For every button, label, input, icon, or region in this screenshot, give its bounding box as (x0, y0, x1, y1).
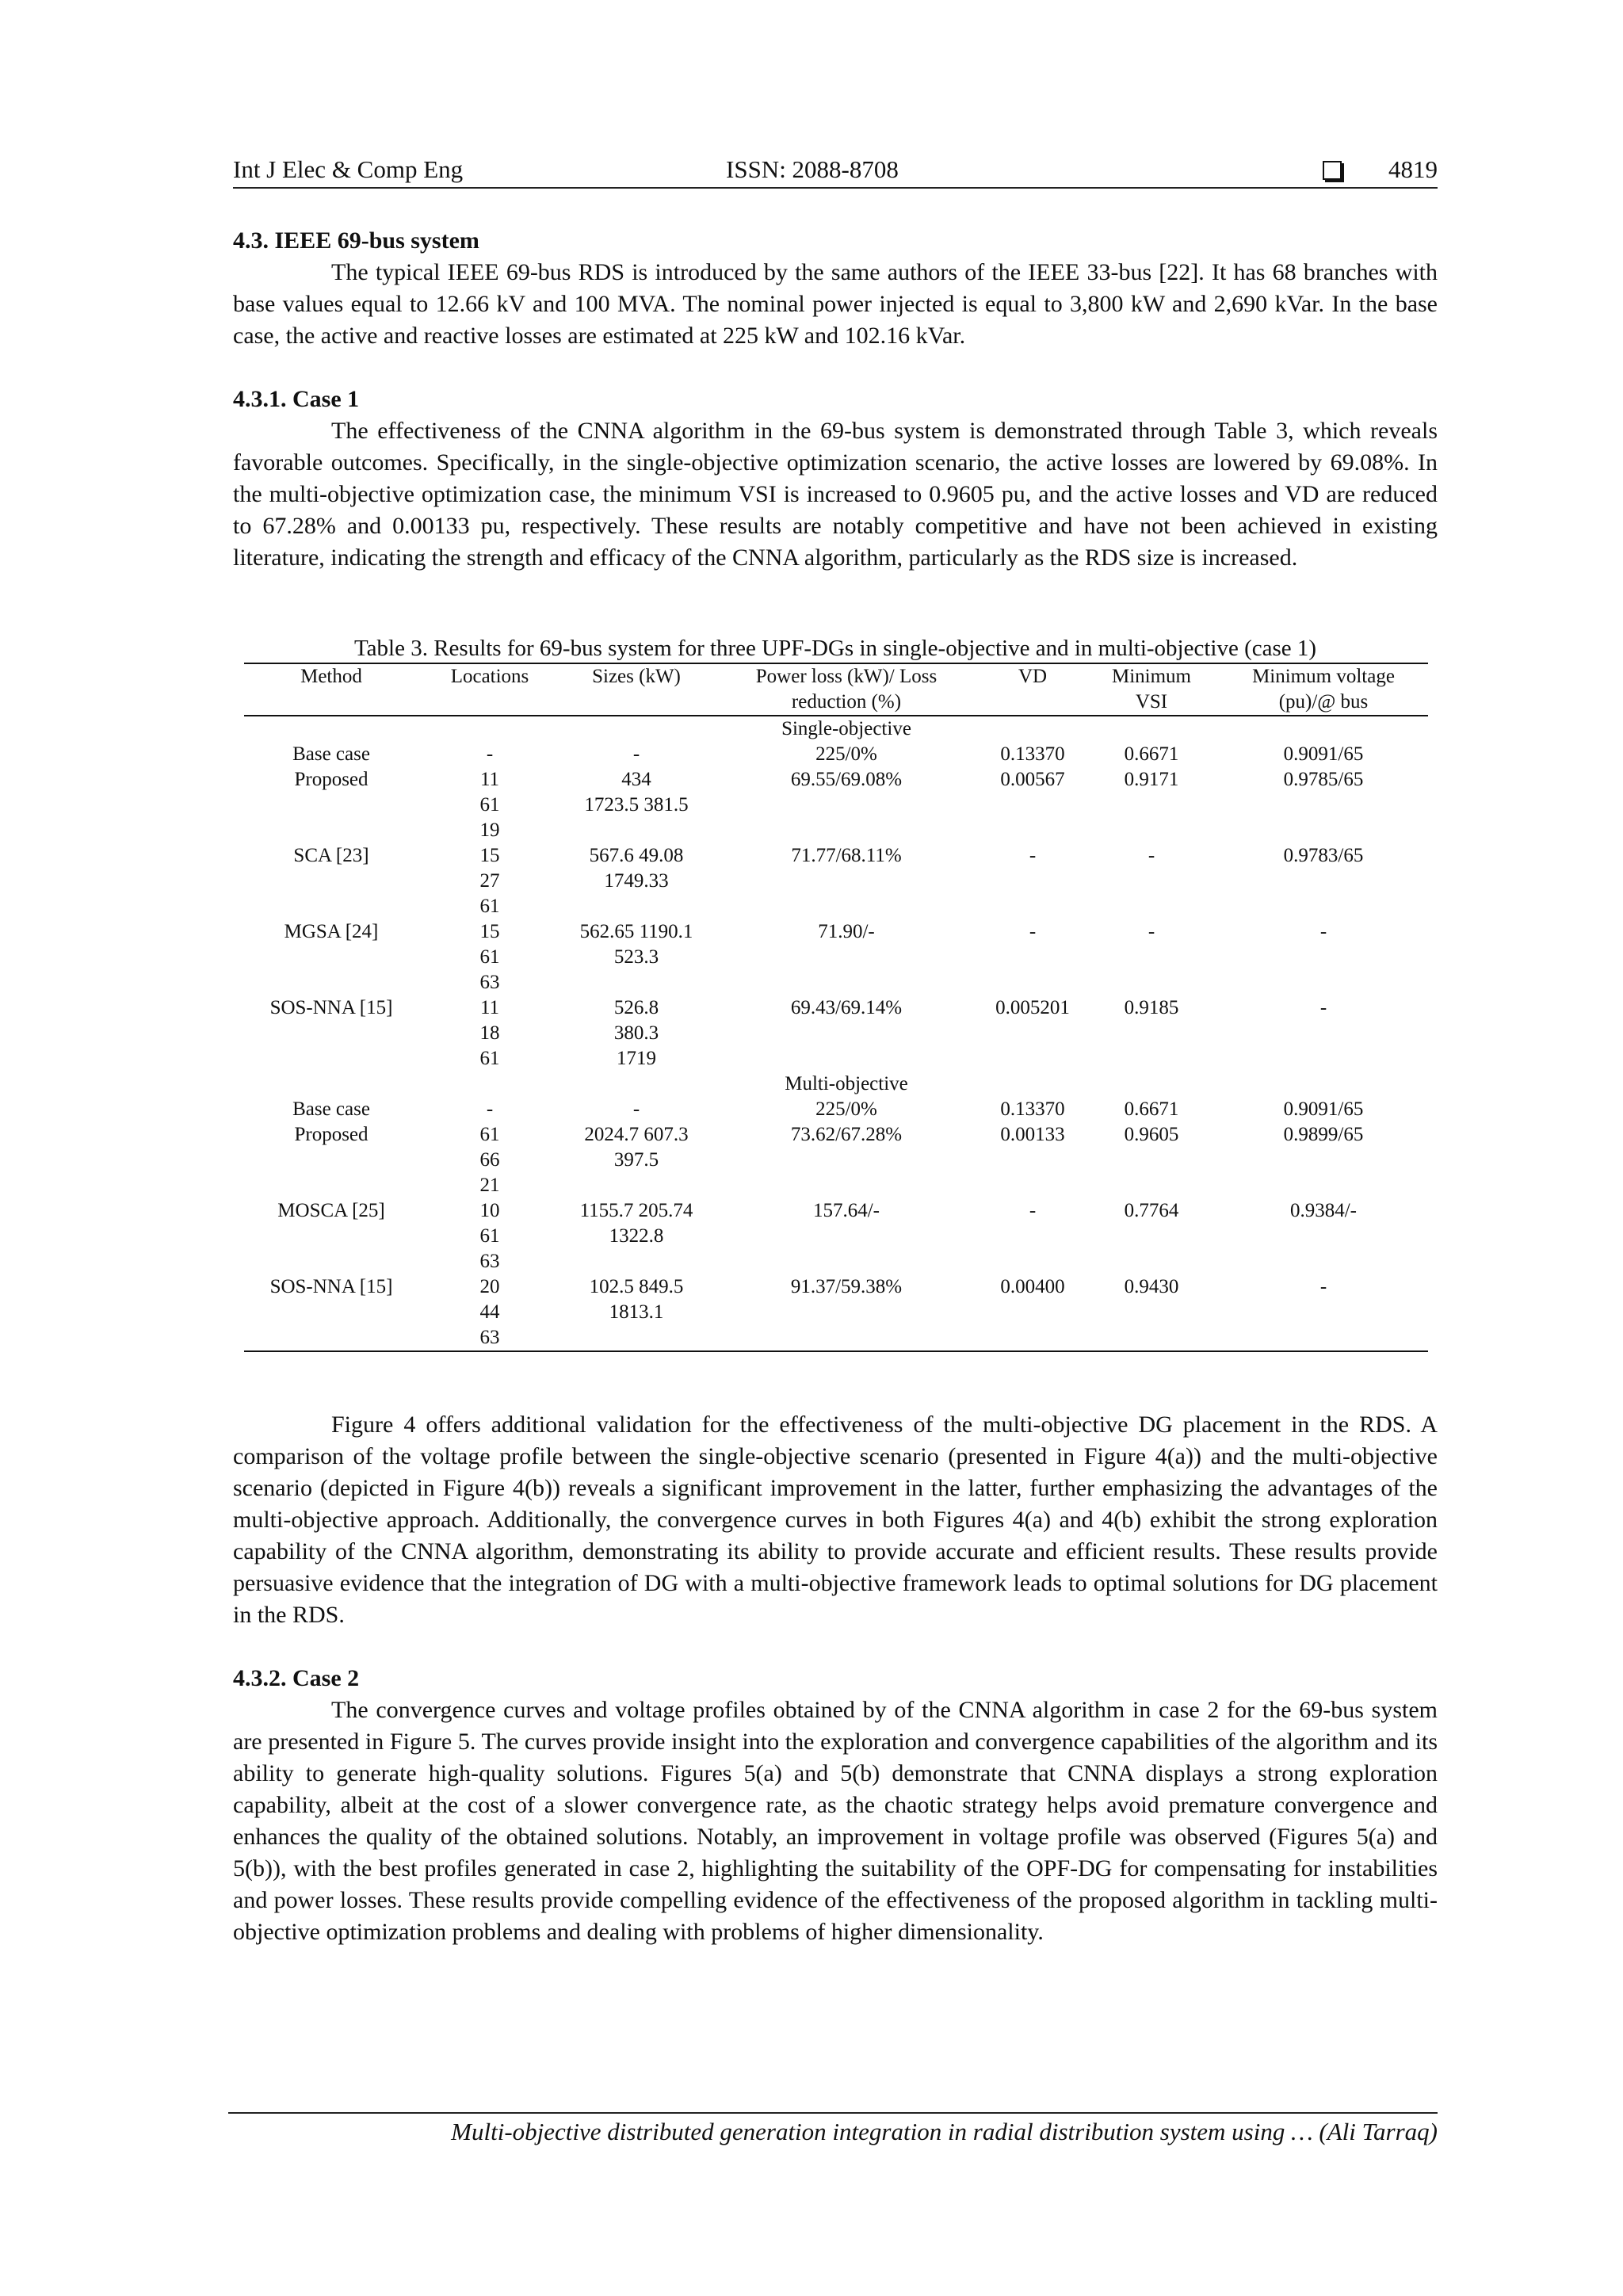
cell-location: 20 (479, 1276, 500, 1297)
cell-size (561, 818, 712, 843)
cell-min-vsi: 0.9605 (1124, 1124, 1179, 1145)
cell-min-voltage (1219, 945, 1428, 970)
cell-vd (981, 970, 1084, 995)
cell-min-voltage: 0.9785/65 (1283, 769, 1364, 790)
cell-min-vsi: 0.9185 (1124, 997, 1179, 1018)
cell-power-loss (712, 818, 981, 843)
cell-power-loss (712, 1224, 981, 1249)
table-row (244, 843, 1428, 869)
cell-location: 63 (418, 1325, 561, 1351)
cell-min-voltage (1219, 1224, 1428, 1249)
cell-method (244, 793, 418, 818)
cell-power-loss: 69.43/69.14% (790, 997, 903, 1018)
cell-size: 1322.8 (609, 1225, 664, 1247)
cell-location: - (486, 743, 494, 765)
cell-min-voltage (1219, 793, 1428, 818)
results-table (244, 663, 1428, 1352)
cell-power-loss: 225/0% (815, 1098, 877, 1120)
cell-method (244, 894, 418, 919)
cell-location: 10 (479, 1200, 500, 1221)
cell-vd (981, 1249, 1084, 1274)
cell-location: 63 (479, 972, 500, 993)
cell-vd (981, 1148, 1084, 1173)
cell-size: 523.3 (613, 946, 659, 968)
cell-min-vsi (1084, 1224, 1219, 1249)
cell-size: 1749.33 (604, 870, 669, 892)
cell-power-loss: 71.77/68.11% (791, 845, 902, 866)
cell-location: - (486, 1098, 494, 1120)
cell-method (244, 1224, 418, 1249)
cell-size: 1813.1 (609, 1301, 664, 1323)
cell-vd (981, 894, 1084, 919)
cell-vd: 0.005201 (995, 997, 1070, 1018)
table-row (244, 970, 1428, 995)
cell-min-vsi (1084, 1046, 1219, 1072)
cell-min-vsi (1084, 716, 1219, 742)
cell-method: MGSA [24] (284, 921, 379, 942)
cell-vd: 0.00567 (1000, 769, 1065, 790)
cell-power-loss: 69.55/69.08% (790, 769, 903, 790)
cell-power-loss (712, 894, 981, 919)
cell-min-vsi (1084, 1148, 1219, 1173)
cell-method (244, 818, 418, 843)
cell-location: 61 (479, 1124, 500, 1145)
cell-vd (981, 1224, 1084, 1249)
cell-power-loss: Multi-objective (785, 1073, 908, 1095)
cell-method (244, 716, 418, 742)
cell-size (561, 1072, 712, 1097)
table-row (244, 1097, 1428, 1122)
cell-location: 63 (479, 1251, 500, 1272)
cell-min-vsi (1084, 1300, 1219, 1325)
table-row (244, 995, 1428, 1021)
cell-min-vsi (1084, 818, 1219, 843)
cell-method (244, 1173, 418, 1198)
cell-size (561, 1249, 712, 1274)
cell-min-vsi: 0.6671 (1124, 743, 1179, 765)
cell-size: 526.8 (613, 997, 659, 1018)
cell-location (418, 716, 561, 742)
cell-size: 434 (621, 769, 651, 790)
table-row (244, 1148, 1428, 1173)
cell-size: 380.3 (613, 1022, 659, 1044)
cell-size: 397.5 (613, 1149, 659, 1171)
cell-location: 19 (479, 819, 500, 841)
cell-vd (981, 1021, 1084, 1046)
cell-power-loss: Single-objective (781, 718, 911, 739)
cell-method (244, 945, 418, 970)
cell-size: - (632, 1098, 640, 1120)
cell-power-loss (712, 1021, 981, 1046)
cell-power-loss (712, 945, 981, 970)
cell-power-loss (712, 869, 981, 894)
cell-power-loss: 225/0% (815, 743, 877, 765)
cell-min-voltage (1219, 1148, 1428, 1173)
cell-size (561, 1325, 712, 1351)
cell-method: SCA [23] (293, 845, 369, 866)
cell-vd (981, 1046, 1084, 1072)
journal-name: Int J Elec & Comp Eng (233, 155, 464, 183)
col-header-method: Method (300, 666, 362, 687)
cell-size (561, 1173, 712, 1198)
cell-location: 61 (479, 1048, 500, 1069)
cell-power-loss (712, 1046, 981, 1072)
cell-min-vsi (1084, 1249, 1219, 1274)
table-row (244, 818, 1428, 843)
section-heading-4-3-1: 4.3.1. Case 1 (233, 386, 360, 412)
table-caption: Table 3. Results for 69-bus system for three UPF-DGs in single-objective and in multi-objective (case 1) (353, 636, 1317, 661)
table-row (244, 742, 1428, 767)
cell-min-voltage (1219, 818, 1428, 843)
table-row (244, 1274, 1428, 1300)
cell-method (244, 1249, 418, 1274)
section-heading-4-3-2: 4.3.2. Case 2 (233, 1665, 360, 1691)
table-row (244, 767, 1428, 793)
cell-size (561, 970, 712, 995)
cell-min-voltage: 0.9091/65 (1283, 743, 1364, 765)
cell-min-voltage: 0.9783/65 (1283, 845, 1364, 866)
cell-location: 15 (479, 845, 500, 866)
cell-vd: 0.00400 (1000, 1276, 1065, 1297)
cell-method: Proposed (294, 769, 369, 790)
cell-method: SOS-NNA [15] (269, 997, 393, 1018)
issn: ISSN: 2088-8708 (726, 155, 899, 183)
cell-power-loss: 157.64/- (812, 1200, 880, 1221)
cell-power-loss (712, 1173, 981, 1198)
cell-vd (981, 1325, 1084, 1351)
table-row (244, 1173, 1428, 1198)
cell-vd (981, 716, 1084, 742)
table-body (244, 716, 1428, 1351)
col-header-min-voltage: Minimum voltage (pu)/@ bus (1252, 666, 1395, 712)
cell-method: Proposed (294, 1124, 369, 1145)
cell-min-vsi (1084, 970, 1219, 995)
table-row (244, 1325, 1428, 1351)
cell-location: 61 (479, 946, 500, 968)
section-heading-4-3: 4.3. IEEE 69-bus system (233, 227, 479, 254)
table-row (244, 1198, 1428, 1224)
cell-location: 21 (479, 1175, 500, 1196)
cell-size: 567.6 49.08 (589, 845, 684, 866)
cell-power-loss (712, 1249, 981, 1274)
cell-method (244, 1148, 418, 1173)
table-row (244, 1072, 1428, 1097)
cell-vd: 0.13370 (1000, 743, 1065, 765)
cell-size: 1155.7 205.74 (579, 1200, 693, 1221)
cell-method: SOS-NNA [15] (269, 1276, 393, 1297)
cell-size: 2024.7 607.3 (584, 1124, 689, 1145)
cell-min-voltage (1219, 1072, 1428, 1097)
cell-min-voltage (1219, 1173, 1428, 1198)
cell-min-vsi: 0.7764 (1124, 1200, 1179, 1221)
cell-location (418, 1072, 561, 1097)
cell-vd: 0.13370 (1000, 1098, 1065, 1120)
cell-vd (981, 1300, 1084, 1325)
cell-min-vsi: - (1148, 921, 1155, 942)
cell-min-voltage (1219, 1325, 1428, 1351)
cell-min-vsi (1084, 894, 1219, 919)
cell-vd (981, 818, 1084, 843)
page-content (233, 155, 1438, 1948)
cell-vd: - (1029, 845, 1037, 866)
cell-power-loss (712, 1300, 981, 1325)
cell-method: Base case (292, 1098, 370, 1120)
cell-method (244, 1300, 418, 1325)
cell-location: 15 (479, 921, 500, 942)
cell-location: 44 (479, 1301, 500, 1323)
cell-power-loss (712, 1148, 981, 1173)
cell-method (244, 1072, 418, 1097)
square-icon (1323, 161, 1342, 180)
col-header-vd: VD (1018, 666, 1048, 687)
cell-method: MOSCA [25] (277, 1200, 385, 1221)
cell-vd (981, 793, 1084, 818)
paragraph-figure-4: Figure 4 offers additional validation for the effectiveness of the multi-objective DG placement in the RDS. A comparison of the voltage profile between the single-objective scenario (presented in Figure 4(a)) and the multi-objective scenario (depicted in Figure 4(b)) reveals a significant improvement in the latter, further emphasizing the advantages of the multi-objective approach. Additionally, the convergence curves in both Figures 4(a) and 4(b) exhibit the strong exploration capability of the CNNA algorithm, demonstrating its ability to provide accurate and efficient results. These results provide persuasive evidence that the integration of DG with a multi-objective framework leads to optimal solutions for DG placement in the RDS. (233, 1412, 1438, 1628)
col-header-min-vsi: Minimum VSI (1111, 666, 1191, 712)
cell-min-vsi (1084, 1021, 1219, 1046)
table-row (244, 793, 1428, 818)
page-number: 4819 (1388, 155, 1438, 183)
cell-size: - (632, 743, 640, 765)
running-footer: Multi-objective distributed generation integration in radial distribution system using … (Ali Tarraq) (451, 2118, 1438, 2145)
cell-min-vsi (1084, 1072, 1219, 1097)
table-header-row (244, 663, 1428, 716)
cell-location: 18 (479, 1022, 500, 1044)
cell-power-loss: 73.62/67.28% (790, 1124, 903, 1145)
cell-power-loss: 91.37/59.38% (790, 1276, 903, 1297)
table-row (244, 1021, 1428, 1046)
cell-size: 1723.5 381.5 (584, 794, 689, 816)
cell-vd (981, 1173, 1084, 1198)
cell-vd: - (1029, 1200, 1037, 1221)
col-header-sizes: Sizes (kW) (592, 666, 681, 687)
running-header (233, 155, 1438, 189)
cell-min-voltage (1219, 869, 1428, 894)
cell-location: 27 (479, 870, 500, 892)
table-row (244, 1224, 1428, 1249)
cell-size: 102.5 849.5 (589, 1276, 684, 1297)
cell-method (244, 1046, 418, 1072)
footer-divider (228, 2112, 1438, 2114)
cell-location: 61 (479, 896, 500, 917)
cell-min-vsi: - (1148, 845, 1155, 866)
cell-location: 61 (479, 1225, 500, 1247)
table-row (244, 945, 1428, 970)
col-header-locations: Locations (450, 666, 529, 687)
cell-min-vsi (1084, 1173, 1219, 1198)
cell-power-loss (712, 793, 981, 818)
cell-power-loss: 71.90/- (818, 921, 875, 942)
cell-location: 11 (479, 997, 500, 1018)
col-header-power-loss: Power loss (kW)/ Loss reduction (%) (755, 666, 938, 712)
cell-vd (981, 1072, 1084, 1097)
section-body-4-3-1: The effectiveness of the CNNA algorithm in the 69-bus system is demonstrated through Table 3, which reveals favorable outcomes. Specifically, in the single-objective optimization scenario, the active losses are lowered by 69.08%. In the multi-objective optimization case, the minimum VSI is increased to 0.9605 pu, and the active losses and VD are reduced to 67.28% and 0.00133 pu, respectively. These results are notably competitive and have not been achieved in existing literature, indicating the strength and efficacy of the CNNA algorithm, particularly as the RDS size is increased. (233, 418, 1438, 571)
cell-location: 66 (479, 1149, 500, 1171)
cell-min-vsi: 0.9430 (1124, 1276, 1179, 1297)
cell-method (244, 869, 418, 894)
cell-min-voltage: - (1319, 1276, 1327, 1297)
cell-min-voltage: 0.9899/65 (1283, 1124, 1364, 1145)
section-body-4-3: The typical IEEE 69-bus RDS is introduced by the same authors of the IEEE 33-bus [22]. It has 68 branches with base values equal to 12.66 kV and 100 MVA. The nominal power injected is equal to 3,800 kW and 2,690 kVar. In the base case, the active and reactive losses are estimated at 225 kW and 102.16 kVar. (233, 259, 1438, 349)
cell-size (561, 894, 712, 919)
cell-min-vsi (1084, 1325, 1219, 1351)
cell-min-voltage (1219, 894, 1428, 919)
cell-min-vsi (1084, 793, 1219, 818)
table-row (244, 869, 1428, 894)
cell-power-loss (712, 1325, 981, 1351)
table-row (244, 716, 1428, 742)
cell-method (244, 970, 418, 995)
cell-method (244, 1021, 418, 1046)
cell-size: 562.65 1190.1 (579, 921, 693, 942)
table-row (244, 1122, 1428, 1148)
cell-vd: - (1029, 921, 1037, 942)
cell-min-voltage: 0.9091/65 (1283, 1098, 1364, 1120)
cell-size (561, 716, 712, 742)
cell-vd (981, 945, 1084, 970)
table-row (244, 1300, 1428, 1325)
cell-location: 11 (479, 769, 500, 790)
cell-method (244, 1325, 418, 1351)
cell-vd (981, 869, 1084, 894)
section-body-4-3-2: The convergence curves and voltage profiles obtained by of the CNNA algorithm in case 2 for the 69-bus system are presented in Figure 5. The curves provide insight into the exploration and convergence capabilities of the algorithm and its ability to generate high-quality solutions. Figures 5(a) and 5(b) demonstrate that CNNA displays a strong exploration capability, albeit at the cost of a slower convergence rate, as the chaotic strategy helps avoid premature convergence and enhances the quality of the obtained solutions. Notably, an improvement in voltage profile was observed (Figures 5(a) and 5(b)), with the best profiles generated in case 2, highlighting the suitability of the OPF-DG for compensating for instabilities and power losses. These results provide compelling evidence of the effectiveness of the proposed algorithm in tackling multi-objective optimization problems and dealing with problems of higher dimensionality. (233, 1697, 1438, 1945)
cell-size: 1719 (617, 1048, 656, 1069)
cell-min-voltage (1219, 1300, 1428, 1325)
table-row (244, 919, 1428, 945)
cell-min-voltage (1219, 970, 1428, 995)
cell-min-vsi (1084, 869, 1219, 894)
cell-min-voltage (1219, 1021, 1428, 1046)
cell-min-voltage: 0.9384/- (1289, 1200, 1358, 1221)
table-row (244, 1046, 1428, 1072)
cell-vd: 0.00133 (1000, 1124, 1065, 1145)
cell-min-vsi (1084, 945, 1219, 970)
cell-method: Base case (292, 743, 370, 765)
cell-location: 61 (479, 794, 500, 816)
cell-min-vsi: 0.6671 (1124, 1098, 1179, 1120)
table-row (244, 894, 1428, 919)
cell-min-voltage: - (1319, 921, 1327, 942)
cell-min-voltage (1219, 1046, 1428, 1072)
cell-min-voltage (1219, 716, 1428, 742)
table-row (244, 1249, 1428, 1274)
cell-min-voltage (1219, 1249, 1428, 1274)
cell-power-loss (712, 970, 981, 995)
cell-min-vsi: 0.9171 (1124, 769, 1179, 790)
cell-min-voltage: - (1319, 997, 1327, 1018)
